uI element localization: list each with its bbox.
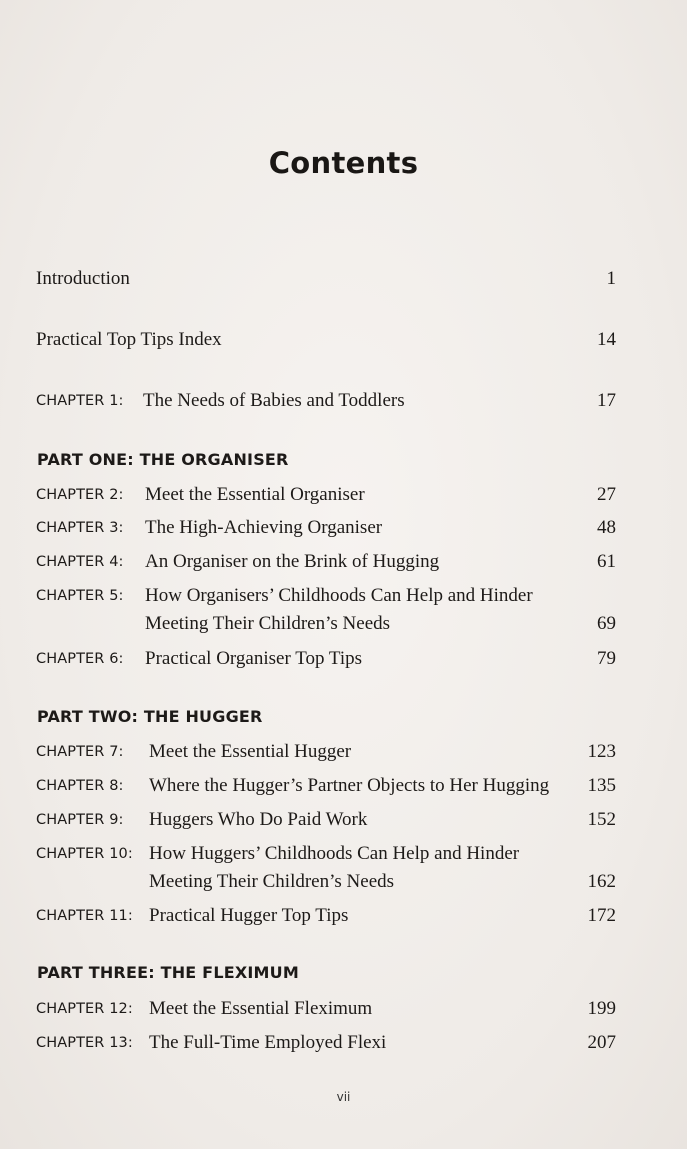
entry-title: Huggers Who Do Paid Work xyxy=(149,809,368,830)
toc-entry-chapter-6 xyxy=(36,645,616,673)
chapter-label: CHAPTER 5: xyxy=(36,588,124,604)
page-number: 162 xyxy=(587,871,616,892)
toc-entry-chapter-5 xyxy=(36,582,616,610)
entry-title: The Needs of Babies and Toddlers xyxy=(143,390,405,411)
entry-title-continued: Meeting Their Children’s Needs xyxy=(149,871,395,892)
page-number: 172 xyxy=(587,905,616,926)
toc-entry-chapter-10 xyxy=(36,840,616,868)
page-number: 27 xyxy=(597,484,616,505)
toc-entry-introduction xyxy=(36,265,616,293)
entry-title: Practical Top Tips Index xyxy=(36,329,222,350)
entry-title: Meet the Essential Fleximum xyxy=(149,998,373,1019)
entry-title: Where the Hugger’s Partner Objects to Her Hugging xyxy=(149,775,550,796)
chapter-label: CHAPTER 1: xyxy=(36,393,124,409)
page-number: 14 xyxy=(597,329,616,350)
toc-entry-chapter-9 xyxy=(36,806,616,834)
entry-title: Meet the Essential Organiser xyxy=(145,484,365,505)
page-number: 135 xyxy=(587,775,616,796)
page-number: 123 xyxy=(587,741,616,762)
part-heading-one: PART ONE: THE ORGANISER xyxy=(37,450,289,469)
toc-entry-chapter-5-cont xyxy=(36,610,616,638)
toc-entry-chapter-7 xyxy=(36,738,616,766)
page-number: 79 xyxy=(597,648,616,669)
entry-title: Practical Hugger Top Tips xyxy=(149,905,349,926)
toc-entry-tips-index xyxy=(36,326,616,354)
chapter-label: CHAPTER 3: xyxy=(36,520,124,536)
toc-entry-chapter-12 xyxy=(36,995,616,1023)
toc-entry-chapter-4 xyxy=(36,548,616,576)
chapter-label: CHAPTER 2: xyxy=(36,487,124,503)
toc-entry-chapter-2 xyxy=(36,481,616,509)
page-number: 207 xyxy=(587,1032,616,1053)
toc-entry-chapter-10-cont xyxy=(36,868,616,896)
entry-title: Meet the Essential Hugger xyxy=(149,741,352,762)
page-number: 1 xyxy=(606,268,616,289)
entry-title-continued: Meeting Their Children’s Needs xyxy=(145,613,391,634)
chapter-label: CHAPTER 4: xyxy=(36,554,124,570)
toc-entry-chapter-1 xyxy=(36,387,616,415)
entry-title: The Full-Time Employed Flexi xyxy=(149,1032,387,1053)
page-title: Contents xyxy=(268,146,419,180)
page-number: 152 xyxy=(587,809,616,830)
chapter-label: CHAPTER 6: xyxy=(36,651,124,667)
page-number: 48 xyxy=(597,517,616,538)
chapter-label: CHAPTER 9: xyxy=(36,812,124,828)
chapter-label: CHAPTER 10: xyxy=(36,846,133,862)
toc-entry-chapter-11 xyxy=(36,902,616,930)
page-number: 61 xyxy=(597,551,616,572)
entry-title: Practical Organiser Top Tips xyxy=(145,648,362,669)
page-folio: vii xyxy=(336,1090,351,1104)
chapter-label: CHAPTER 13: xyxy=(36,1035,133,1051)
part-heading-three: PART THREE: THE FLEXIMUM xyxy=(37,963,299,982)
entry-title: How Organisers’ Childhoods Can Help and Hinder xyxy=(145,585,533,606)
page-number: 69 xyxy=(597,613,616,634)
page-number: 17 xyxy=(597,390,616,411)
entry-title: How Huggers’ Childhoods Can Help and Hinder xyxy=(149,843,520,864)
entry-title: An Organiser on the Brink of Hugging xyxy=(145,551,440,572)
entry-title: The High-Achieving Organiser xyxy=(145,517,383,538)
chapter-label: CHAPTER 11: xyxy=(36,908,133,924)
chapter-label: CHAPTER 8: xyxy=(36,778,124,794)
toc-entry-chapter-13 xyxy=(36,1029,616,1057)
chapter-label: CHAPTER 12: xyxy=(36,1001,133,1017)
toc-entry-chapter-8 xyxy=(36,772,616,800)
toc-entry-chapter-3 xyxy=(36,514,616,542)
page-number: 199 xyxy=(587,998,616,1019)
entry-title: Introduction xyxy=(36,268,130,289)
chapter-label: CHAPTER 7: xyxy=(36,744,124,760)
part-heading-two: PART TWO: THE HUGGER xyxy=(37,707,263,726)
